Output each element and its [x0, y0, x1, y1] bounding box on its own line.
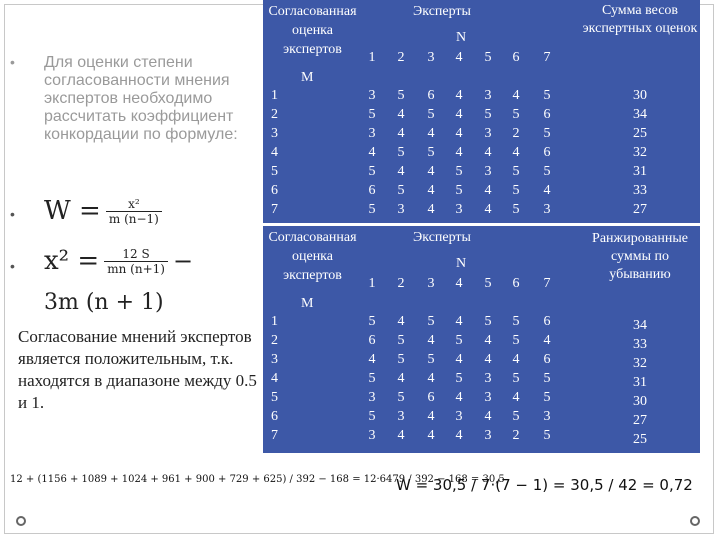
- expert-table-2: [263, 226, 580, 453]
- sum-value: 33: [633, 337, 647, 352]
- table-cell: 5: [455, 183, 463, 198]
- table-cell: 4: [455, 352, 463, 367]
- table-cell: 3: [484, 371, 492, 386]
- table-cell: 3: [368, 126, 376, 141]
- table-cell: 6: [427, 88, 435, 103]
- table-cell: 5: [368, 202, 376, 217]
- row-label: 4: [271, 371, 278, 386]
- table-cell: 5: [512, 202, 520, 217]
- table1-m-label: M: [301, 70, 314, 85]
- table-cell: 4: [455, 126, 463, 141]
- sum-value: 31: [633, 375, 647, 390]
- table-cell: 2: [512, 428, 520, 443]
- table-cell: 4: [397, 314, 405, 329]
- table-cell: 5: [427, 352, 435, 367]
- sum-panel-2: [580, 226, 700, 453]
- table-cell: 5: [512, 183, 520, 198]
- table-cell: 5: [512, 333, 520, 348]
- column-number: 3: [427, 50, 435, 65]
- bullet-dot: •: [10, 206, 15, 222]
- table-cell: 5: [455, 333, 463, 348]
- table-cell: 5: [543, 88, 551, 103]
- table-cell: 5: [368, 107, 376, 122]
- row-label: 3: [271, 126, 278, 141]
- table-cell: 4: [427, 164, 435, 179]
- table2-n-label: N: [456, 256, 467, 271]
- s-calculation: 12 + (1156 + 1089 + 1024 + 961 + 900 + 729 + 625) / 392 − 168 = 12·6479 / 392 − 168 = 30,5: [10, 474, 505, 485]
- sum-value: 25: [633, 126, 647, 141]
- table-cell: 4: [512, 88, 520, 103]
- table-cell: 4: [484, 202, 492, 217]
- table-cell: 4: [427, 333, 435, 348]
- table-cell: 4: [397, 428, 405, 443]
- table-cell: 3: [484, 428, 492, 443]
- table-cell: 3: [484, 164, 492, 179]
- table-cell: 4: [512, 145, 520, 160]
- bullet-dot: •: [10, 258, 15, 274]
- table-cell: 4: [543, 183, 551, 198]
- formula-x-line2: 3m (n + 1): [44, 290, 164, 315]
- table-cell: 5: [512, 409, 520, 424]
- table-cell: 4: [427, 183, 435, 198]
- table-cell: 6: [368, 333, 376, 348]
- table-cell: 5: [543, 126, 551, 141]
- column-number: 4: [455, 50, 463, 65]
- row-label: 6: [271, 183, 278, 198]
- table-cell: 4: [455, 107, 463, 122]
- table-cell: 5: [455, 164, 463, 179]
- table-cell: 3: [368, 428, 376, 443]
- formula-w-lhs: W =: [44, 196, 101, 226]
- table-cell: 4: [368, 352, 376, 367]
- w-calculation: W = 30,5 / 7·(7 − 1) = 30,5 / 42 = 0,72: [396, 476, 693, 494]
- column-number: 5: [484, 276, 492, 291]
- table1-n-label: N: [456, 30, 467, 45]
- table-cell: 5: [512, 107, 520, 122]
- column-number: 2: [397, 276, 405, 291]
- table-cell: 3: [484, 126, 492, 141]
- row-label: 5: [271, 390, 278, 405]
- formula-x-numerator: 12 S: [104, 247, 168, 262]
- column-number: 4: [455, 276, 463, 291]
- table-cell: 5: [455, 371, 463, 386]
- table-cell: 5: [427, 145, 435, 160]
- table-cell: 5: [397, 88, 405, 103]
- table-cell: 5: [427, 107, 435, 122]
- column-number: 3: [427, 276, 435, 291]
- table-cell: 5: [484, 107, 492, 122]
- column-number: 6: [512, 276, 520, 291]
- column-number: 1: [368, 276, 376, 291]
- row-label: 5: [271, 164, 278, 179]
- table-cell: 6: [368, 183, 376, 198]
- formula-x-lhs: x² =: [44, 246, 100, 276]
- sum-value: 32: [633, 145, 647, 160]
- table-cell: 6: [543, 145, 551, 160]
- table2-experts-label: Эксперты: [413, 230, 471, 245]
- expert-table-1: [263, 0, 580, 223]
- sum-value: 27: [633, 202, 647, 217]
- table-cell: 4: [455, 314, 463, 329]
- table-cell: 6: [543, 314, 551, 329]
- table1-header-left: Согласованная оценка экспертов: [268, 4, 357, 57]
- table-cell: 5: [368, 409, 376, 424]
- table-cell: 3: [543, 409, 551, 424]
- table-cell: 5: [368, 314, 376, 329]
- table-cell: 5: [397, 145, 405, 160]
- table-cell: 5: [368, 164, 376, 179]
- table-cell: 4: [543, 333, 551, 348]
- row-label: 2: [271, 107, 278, 122]
- table-cell: 6: [543, 107, 551, 122]
- table-cell: 4: [512, 390, 520, 405]
- table-cell: 4: [484, 333, 492, 348]
- table1-experts-label: Эксперты: [413, 4, 471, 19]
- table-cell: 3: [368, 390, 376, 405]
- table-cell: 6: [427, 390, 435, 405]
- table-cell: 4: [368, 145, 376, 160]
- sum-panel-1: [580, 0, 700, 223]
- table-cell: 4: [427, 428, 435, 443]
- table-cell: 3: [368, 88, 376, 103]
- table-cell: 2: [512, 126, 520, 141]
- table-cell: 4: [512, 352, 520, 367]
- table-cell: 4: [484, 352, 492, 367]
- table-cell: 3: [484, 88, 492, 103]
- table-cell: 4: [484, 409, 492, 424]
- sum-value: 25: [633, 432, 647, 447]
- table-cell: 4: [455, 390, 463, 405]
- row-label: 7: [271, 428, 278, 443]
- row-label: 1: [271, 88, 278, 103]
- table-cell: 5: [543, 390, 551, 405]
- formula-w-fraction: [106, 197, 162, 226]
- table-cell: 5: [512, 371, 520, 386]
- conclusion-text: Согласование мнений экспертов является положительным, т.к. находятся в диапазоне между 0.5 и 1.: [18, 327, 257, 412]
- table-cell: 4: [427, 202, 435, 217]
- sum-value: 31: [633, 164, 647, 179]
- sum-value: 27: [633, 413, 647, 428]
- sum-value: 32: [633, 356, 647, 371]
- row-label: 4: [271, 145, 278, 160]
- sum-value: 34: [633, 107, 647, 122]
- table2-header-left: Согласованная оценка экспертов: [268, 230, 357, 283]
- formula-w: [44, 196, 162, 226]
- table-cell: 3: [397, 409, 405, 424]
- table-cell: 5: [543, 164, 551, 179]
- formula-x-denominator: mn (n+1): [107, 261, 165, 276]
- sum-value: 33: [633, 183, 647, 198]
- decor-circle-left: [16, 516, 26, 526]
- intro-text: Для оценки степени согласованности мнения экспертов необходимо рассчитать коэффициент конкордации по формуле:: [44, 54, 238, 143]
- table-cell: 5: [397, 183, 405, 198]
- table2-m-label: M: [301, 296, 314, 311]
- table-cell: 6: [543, 352, 551, 367]
- table-cell: 4: [455, 145, 463, 160]
- table-cell: 5: [368, 371, 376, 386]
- formula-x: [44, 246, 193, 276]
- table-cell: 4: [397, 164, 405, 179]
- formula-x-minus: −: [173, 247, 194, 275]
- column-number: 1: [368, 50, 376, 65]
- table-cell: 5: [397, 352, 405, 367]
- formula-w-numerator: x²: [106, 197, 162, 212]
- row-label: 2: [271, 333, 278, 348]
- table-cell: 5: [397, 333, 405, 348]
- table-cell: 4: [455, 88, 463, 103]
- table-cell: 5: [543, 428, 551, 443]
- table-cell: 4: [427, 409, 435, 424]
- table-cell: 5: [543, 371, 551, 386]
- sum-value: 30: [633, 88, 647, 103]
- table-cell: 3: [543, 202, 551, 217]
- table-cell: 4: [397, 107, 405, 122]
- row-label: 7: [271, 202, 278, 217]
- sum-value: 30: [633, 394, 647, 409]
- sum-value: 34: [633, 318, 647, 333]
- table-cell: 3: [455, 409, 463, 424]
- table-cell: 3: [397, 202, 405, 217]
- table-cell: 4: [455, 428, 463, 443]
- table-cell: 4: [397, 371, 405, 386]
- column-number: 2: [397, 50, 405, 65]
- table-cell: 3: [484, 390, 492, 405]
- column-number: 5: [484, 50, 492, 65]
- table-cell: 4: [484, 183, 492, 198]
- table-cell: 5: [397, 390, 405, 405]
- table2-sum-header: Ранжированные суммы по убыванию: [592, 231, 688, 282]
- column-number: 7: [543, 276, 551, 291]
- table-cell: 3: [455, 202, 463, 217]
- formula-x-fraction: [104, 247, 168, 276]
- table-cell: 5: [484, 314, 492, 329]
- table-cell: 5: [512, 314, 520, 329]
- table-cell: 4: [427, 126, 435, 141]
- table-cell: 5: [427, 314, 435, 329]
- table-cell: 5: [512, 164, 520, 179]
- table-cell: 4: [397, 126, 405, 141]
- row-label: 3: [271, 352, 278, 367]
- column-number: 6: [512, 50, 520, 65]
- row-label: 6: [271, 409, 278, 424]
- decor-circle-right: [690, 516, 700, 526]
- row-label: 1: [271, 314, 278, 329]
- bullet-dot: •: [10, 54, 15, 70]
- column-number: 7: [543, 50, 551, 65]
- table1-sum-header: Сумма весов экспертных оценок: [582, 3, 698, 36]
- formula-w-denominator: m (n−1): [108, 211, 159, 226]
- table-cell: 4: [427, 371, 435, 386]
- table-cell: 4: [484, 145, 492, 160]
